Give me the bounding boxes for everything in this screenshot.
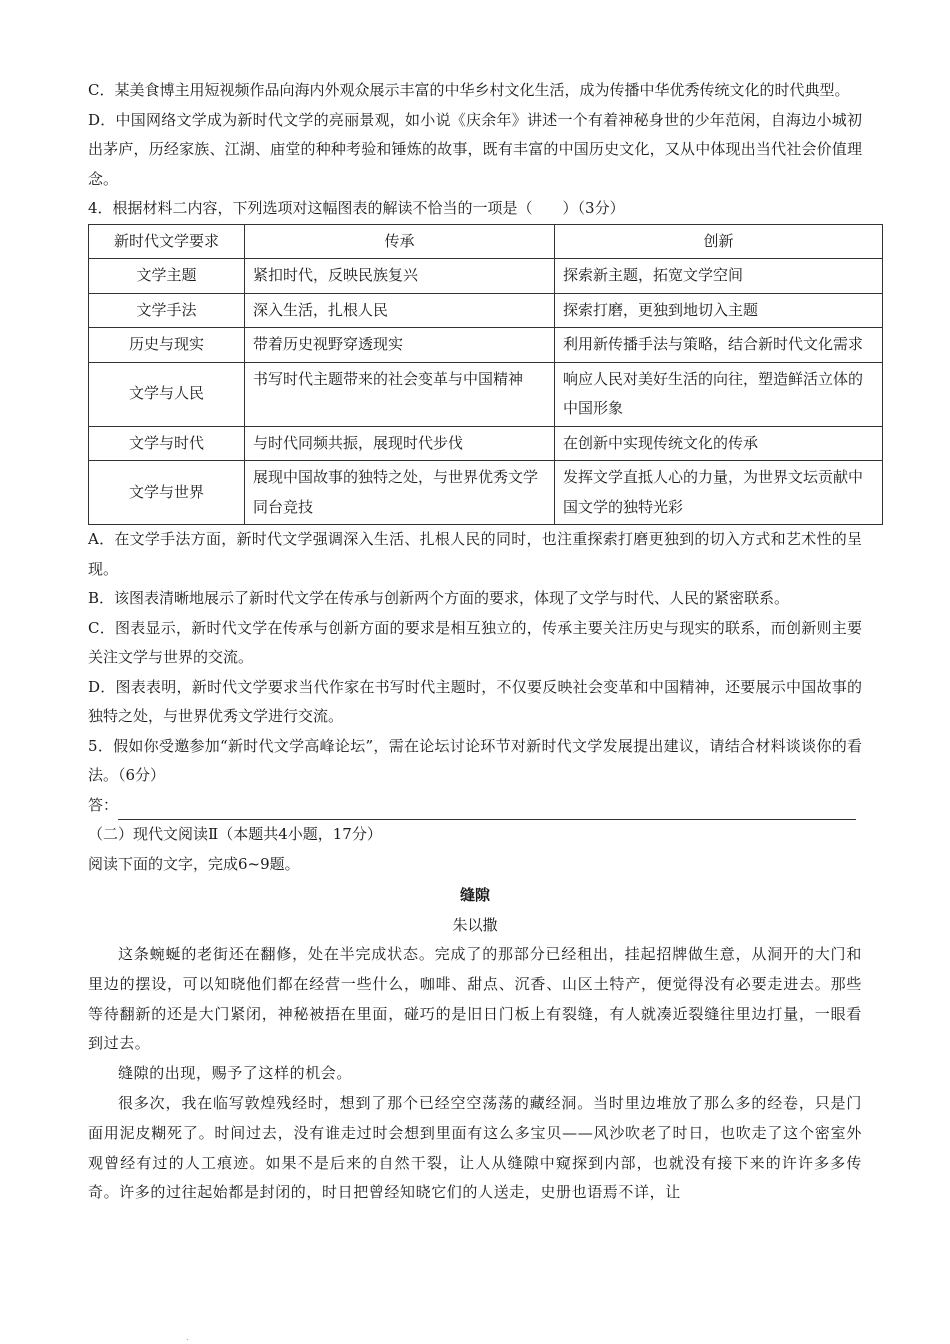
story-paragraph: 很多次，我在临写敦煌残经时，想到了那个已经空空荡荡的藏经洞。当时里边堆放了那么多的经卷，只是门面用泥皮糊死了。时间过去，没有谁走过时会想到里面有这么多宝贝——风沙吹老了时日，也吹走了这个密室外观曾经有过的人工痕迹。如果不是后来的自然干裂，让人从缝隙中窥探到内部，也就没有接下来的许许多多传奇。许多的过往起始都是封闭的，时日把曾经知晓它们的人送走，史册也语焉不详，让 — [88, 1093, 862, 1202]
table-cell: 深入生活，扎根人民 — [245, 293, 555, 328]
answer-label: 答： — [88, 795, 119, 814]
table-cell: 文学与人民 — [89, 362, 245, 426]
table-cell: 展现中国故事的独特之处，与世界优秀文学同台竞技 — [245, 461, 555, 525]
table-header-row — [89, 224, 883, 259]
table-row — [89, 362, 883, 426]
table-header: 传承 — [245, 224, 555, 259]
table-cell: 探索新主题，拓宽文学空间 — [555, 259, 883, 294]
table-row — [89, 426, 883, 461]
q3-option-d: D．中国网络文学成为新时代文学的亮丽景观，如小说《庆余年》讲述一个有着神秘身世的少年范闲，自海边小城初出茅庐，历经家族、江湖、庙堂的种种考验和锤炼的故事，既有丰富的中国历史文化，又从中体现出当代社会价值理念。 — [88, 110, 862, 188]
story-title: 缝隙 — [459, 886, 490, 904]
table-cell: 发挥文学直抵人心的力量，为世界文坛贡献中国文学的独特光彩 — [555, 461, 883, 525]
q3-option-c: C．某美食博主用短视频作品向海内外观众展示丰富的中华乡村文化生活，成为传播中华优秀传统文化的时代典型。 — [88, 81, 850, 99]
answer-row — [88, 791, 862, 821]
table-header: 新时代文学要求 — [89, 224, 245, 259]
section-heading: （二）现代文阅读Ⅱ（本题共4小题，17分） — [88, 825, 382, 843]
table-header: 创新 — [555, 224, 883, 259]
story-paragraph: 这条蜿蜒的老街还在翻修，处在半完成状态。完成了的那部分已经租出，挂起招牌做生意，从洞开的大门和里边的摆设，可以知晓他们都在经营一些什么，咖啡、甜点、沉香、山区土特产，便觉得没有必要走进去。那些等待翻新的还是大门紧闭，神秘被捂在里面，碰巧的是旧日门板上有裂缝，有人就凑近裂缝往里边打量，一眼看到过去。 — [88, 945, 862, 1053]
table-cell: 响应人民对美好生活的向往，塑造鲜活立体的中国形象 — [555, 362, 883, 426]
q4-option-b: B．该图表清晰地展示了新时代文学在传承与创新两个方面的要求，体现了文学与时代、人民的紧密联系。 — [88, 589, 790, 607]
table-cell: 文学与时代 — [89, 426, 245, 461]
q4-option-d: D．图表表明，新时代文学要求当代作家在书写时代主题时，不仅要反映社会变革和中国精神，还要展示中国故事的独特之处，与世界优秀文学进行交流。 — [88, 677, 862, 725]
q5-stem: 5．假如你受邀参加“新时代文学高峰论坛”，需在论坛讨论环节对新时代文学发展提出建议，请结合材料谈谈你的看法。（6分） — [88, 736, 862, 784]
answer-line[interactable] — [118, 799, 856, 820]
table-cell: 与时代同频共振，展现时代步伐 — [245, 426, 555, 461]
story-author: 朱以撒 — [452, 915, 498, 934]
table-cell: 在创新中实现传统文化的传承 — [555, 426, 883, 461]
table-cell: 利用新传播手法与策略，结合新时代文化需求 — [555, 328, 883, 363]
table-row — [89, 461, 883, 525]
table-cell: 文学手法 — [89, 293, 245, 328]
requirements-table — [88, 224, 883, 526]
table-cell: 书写时代主题带来的社会变革与中国精神 — [245, 362, 555, 426]
table-cell: 带着历史视野穿透现实 — [245, 328, 555, 363]
q4-option-c: C．图表显示，新时代文学在传承与创新方面的要求是相互独立的，传承主要关注历史与现实的联系，而创新则主要关注文学与世界的交流。 — [88, 618, 862, 666]
footer-mark: . — [186, 1333, 189, 1342]
page — [88, 76, 862, 1208]
table-cell: 历史与现实 — [89, 328, 245, 363]
q4-option-a: A．在文学手法方面，新时代文学强调深入生活、扎根人民的同时，也注重探索打磨更独到的切入方式和艺术性的呈现。 — [88, 530, 862, 578]
section-instruction: 阅读下面的文字，完成6~9题。 — [88, 854, 300, 873]
table-cell: 探索打磨，更独到地切入主题 — [555, 293, 883, 328]
q4-stem: 4．根据材料二内容，下列选项对这幅图表的解读不恰当的一项是（ ）（3分） — [88, 199, 625, 217]
table-cell: 文学与世界 — [89, 461, 245, 525]
table-row — [89, 293, 883, 328]
story-paragraph: 缝隙的出现，赐予了这样的机会。 — [118, 1064, 353, 1083]
table-row — [89, 328, 883, 363]
table-row — [89, 259, 883, 294]
table-cell: 紧扣时代，反映民族复兴 — [245, 259, 555, 294]
table-cell: 文学主题 — [89, 259, 245, 294]
